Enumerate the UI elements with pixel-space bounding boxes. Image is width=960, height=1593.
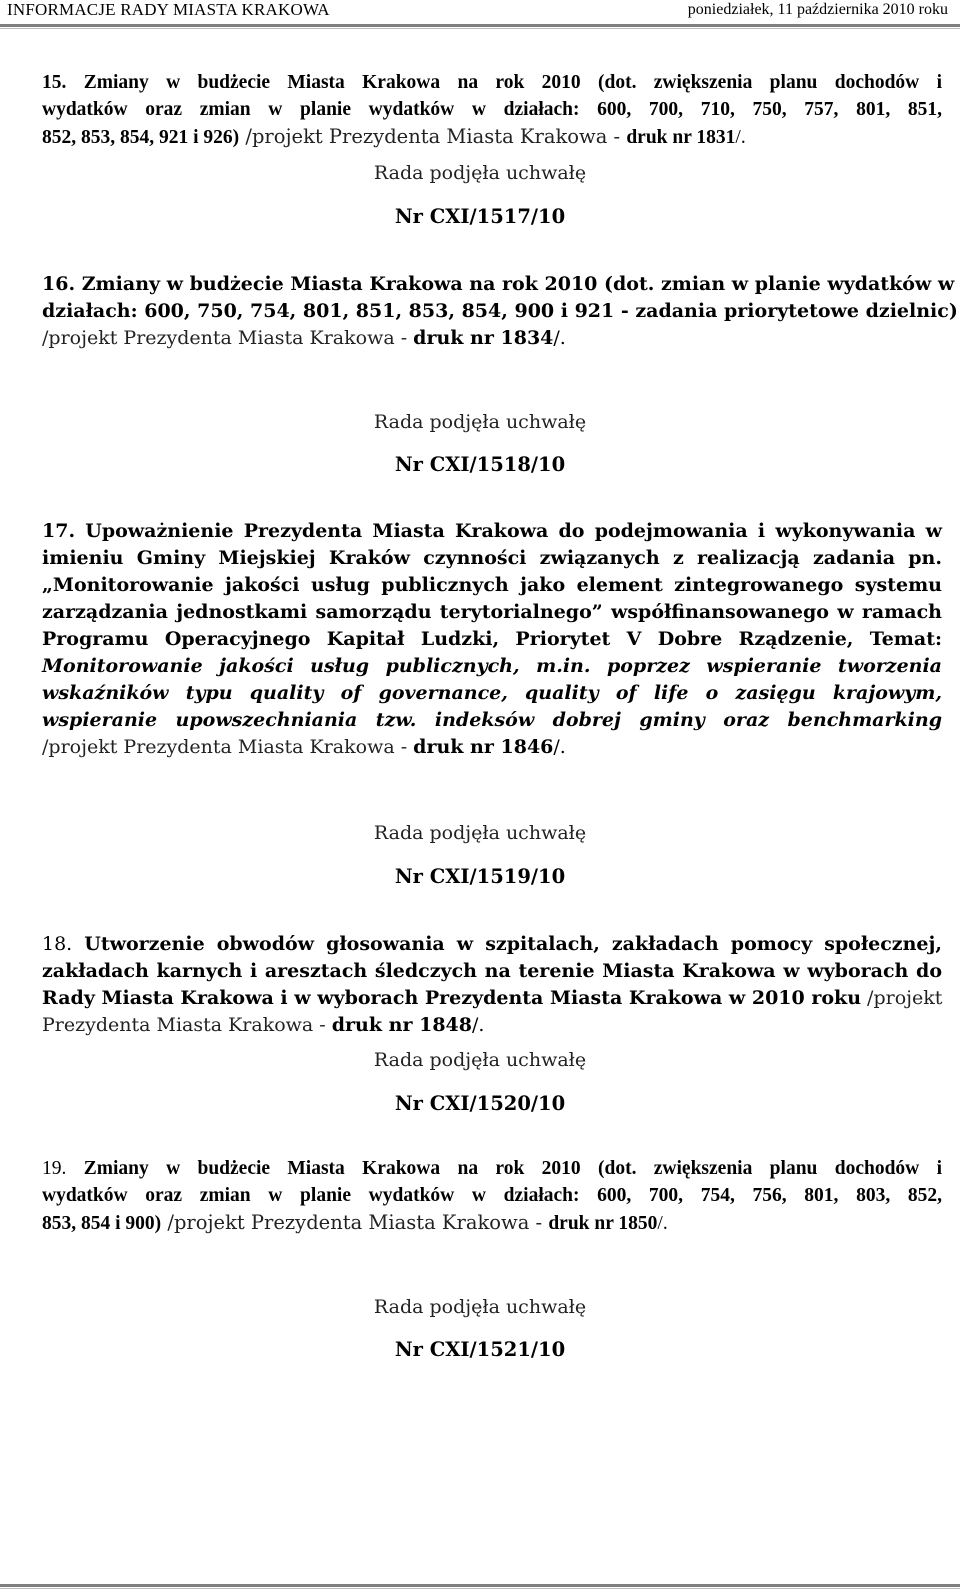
druk-number: druk nr 1846 xyxy=(413,736,554,758)
item-end: /. xyxy=(657,1213,668,1234)
resolution-number: Nr CXI/1518/10 xyxy=(394,453,566,476)
item-text-line-italic: wskaźników typu quality of governance, quality of life o zasięgu krajowym, xyxy=(42,682,942,704)
item-text-line: Zmiany w budżecie Miasta Krakowa na rok 2010 (dot. zwiększenia planu dochodów i xyxy=(83,1158,943,1179)
item-text-line: Programu Operacyjnego Kapitał Ludzki, Priorytet V Dobre Rządzenie, Temat: xyxy=(42,628,942,650)
druk-number: druk nr 1834 xyxy=(413,327,554,349)
item-number: 16. xyxy=(42,273,76,295)
project-text: /projekt Prezydenta Miasta Krakowa - xyxy=(42,736,414,758)
project-text: /projekt xyxy=(861,987,943,1009)
item-text-line: działach: 600, 750, 754, 801, 851, 853, 854, 900 i 921 - zadania priorytetowe dzielnic) xyxy=(42,300,958,322)
item-end: /. xyxy=(553,327,566,349)
item-end: /. xyxy=(735,127,746,148)
druk-number: druk nr 1850 xyxy=(548,1213,658,1234)
item-text-line: Zmiany w budżecie Miasta Krakowa na rok 2010 (dot. zmian w planie wydatków w xyxy=(81,273,955,295)
item-end: /. xyxy=(553,736,566,758)
item-number: 18. xyxy=(42,933,73,955)
resolution-number: Nr CXI/1520/10 xyxy=(394,1092,566,1115)
footer-rule-thin xyxy=(0,1588,960,1589)
item-text-line: Utworzenie obwodów głosowania w szpitalach, zakładach pomocy społecznej, xyxy=(84,933,942,955)
header-title: INFORMACJE RADY MIASTA KRAKOWA xyxy=(7,0,330,19)
agenda-item-17 xyxy=(42,518,942,761)
resolution-statement: Rada podjęła uchwałę xyxy=(373,1296,587,1318)
item-text-line: wydatków oraz zmian w planie wydatków w działach: 600, 700, 710, 750, 757, 801, 851, xyxy=(42,99,942,120)
druk-number: druk nr 1831 xyxy=(626,127,736,148)
item-number: 19. xyxy=(42,1158,67,1179)
page-header xyxy=(0,0,960,26)
item-number: 15. xyxy=(42,72,67,93)
project-text: Prezydenta Miasta Krakowa - xyxy=(42,1014,332,1036)
resolution-number: Nr CXI/1517/10 xyxy=(394,205,566,228)
agenda-item-19 xyxy=(42,1155,942,1237)
item-text-line: „Monitorowanie jakości usług publicznych jako element zintegrowanego systemu xyxy=(42,574,942,596)
item-end: /. xyxy=(471,1014,485,1036)
item-text-line: imieniu Gminy Miejskiej Kraków czynności związanych z realizacją zadania pn. xyxy=(42,547,942,569)
header-rule xyxy=(0,24,960,27)
agenda-item-18 xyxy=(42,931,942,1039)
agenda-item-16 xyxy=(42,271,958,352)
item-text-line: 853, 854 i 900) xyxy=(42,1213,162,1234)
resolution-number: Nr CXI/1521/10 xyxy=(394,1338,566,1361)
resolution-statement: Rada podjęła uchwałę xyxy=(373,1049,587,1071)
item-text-line: Rady Miasta Krakowa i w wyborach Prezydenta Miasta Krakowa w 2010 roku xyxy=(42,987,862,1009)
header-date: poniedziałek, 11 października 2010 roku xyxy=(687,1,948,18)
druk-number: druk nr 1848 xyxy=(331,1014,472,1036)
footer-rule xyxy=(0,1584,960,1587)
item-text-line: 852, 853, 854, 921 i 926) xyxy=(42,127,240,148)
header-rule-thin xyxy=(0,28,960,29)
item-text-line: zarządzania jednostkami samorządu terytorialnego” współfinansowanego w ramach xyxy=(42,601,942,623)
project-text: /projekt Prezydenta Miasta Krakowa - xyxy=(161,1211,549,1234)
item-text-line: wydatków oraz zmian w planie wydatków w działach: 600, 700, 754, 756, 801, 803, 852, xyxy=(42,1185,942,1206)
project-text: /projekt Prezydenta Miasta Krakowa - xyxy=(42,327,414,349)
item-text-line-italic: Monitorowanie jakości usług publicznych, m.in. poprzez wspieranie tworzenia xyxy=(42,655,942,677)
resolution-statement: Rada podjęła uchwałę xyxy=(373,411,587,433)
agenda-item-15 xyxy=(42,69,942,151)
resolution-statement: Rada podjęła uchwałę xyxy=(373,162,587,184)
item-text-line: Upoważnienie Prezydenta Miasta Krakowa do podejmowania i wykonywania w xyxy=(85,520,942,542)
item-number: 17. xyxy=(42,520,76,542)
item-text-line: zakładach karnych i aresztach śledczych na terenie Miasta Krakowa w wyborach do xyxy=(42,960,942,982)
project-text: /projekt Prezydenta Miasta Krakowa - xyxy=(239,125,627,148)
item-text-line: Zmiany w budżecie Miasta Krakowa na rok 2010 (dot. zwiększenia planu dochodów i xyxy=(83,72,943,93)
resolution-number: Nr CXI/1519/10 xyxy=(394,865,566,888)
resolution-statement: Rada podjęła uchwałę xyxy=(373,822,587,844)
item-text-line-italic: wspieranie upowszechniania tzw. indeksów dobrej gminy oraz benchmarking xyxy=(42,709,942,731)
